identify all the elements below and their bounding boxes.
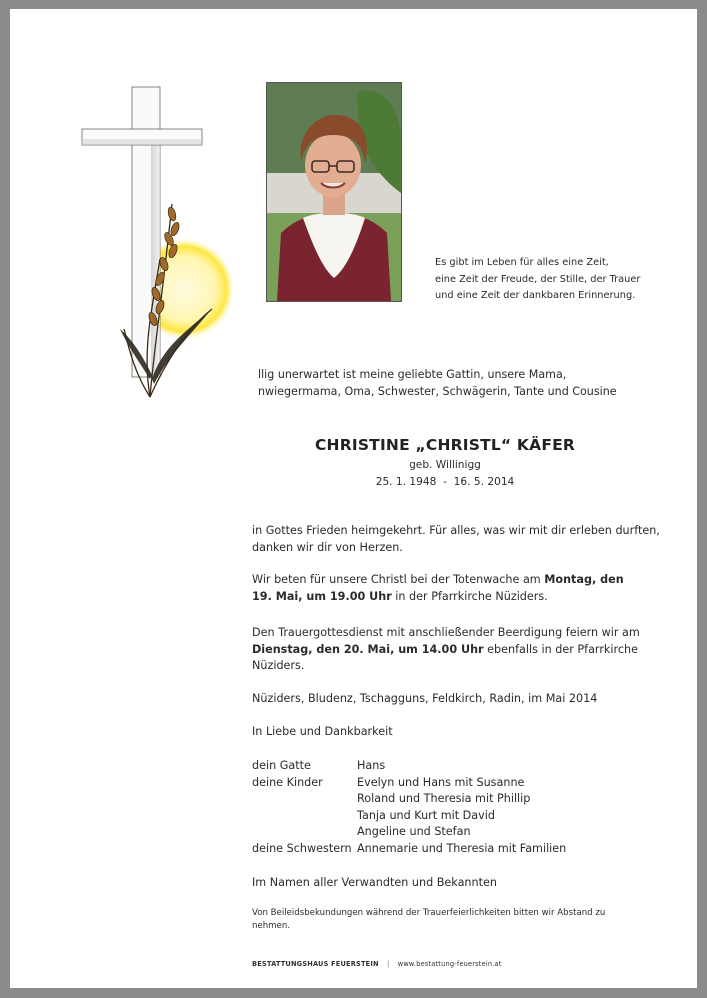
obituary-page [10,9,697,988]
wake-day: Montag, den [544,573,624,586]
intro-text [258,367,617,400]
husband-name: Hans [357,759,386,772]
child-3: Tanja und Kurt mit David [357,808,495,822]
motto-line-1: Es gibt im Leben für alles eine Zeit, [435,257,609,268]
peace-text [252,523,660,556]
footer [252,960,502,968]
mourners-names [357,758,566,858]
intro-line-1: llig unerwartet ist meine geliebte Gattin, unsere Mama, [258,368,567,381]
portrait-photo [266,82,402,302]
service-location: ebenfalls in der Pfarrkirche [483,642,638,656]
peace-line-1: in Gottes Frieden heimgekehrt. Für alles, was wir mit dir erleben durften, [252,524,660,537]
husband-label: dein Gatte [252,759,311,772]
relatives-line: Im Namen aller Verwandten und Bekannten [252,876,497,889]
birth-name: geb. Willinigg [409,459,481,471]
service-line-2 [252,642,640,659]
service-line-1: Den Trauergottesdienst mit anschließender Beerdigung feiern wir am [252,626,640,639]
footer-website[interactable]: www.bestattung-feuerstein.at [397,960,502,968]
motto-line-3: und eine Zeit der dankbaren Erinnerung. [435,290,636,302]
footer-company: BESTATTUNGSHAUS FEUERSTEIN [252,960,379,968]
closing-phrase: In Liebe und Dankbarkeit [252,725,393,738]
peace-line-2: danken wir dir von Herzen. [252,540,403,554]
service-text [252,625,640,675]
wake-location: in der Pfarrkirche Nüziders. [391,589,548,603]
spacer [252,791,352,841]
wake-date-time: 19. Mai, um 19.00 Uhr [252,589,392,603]
child-2: Roland und Theresia mit Phillip [357,792,531,806]
motto-line-2: eine Zeit der Freude, der Stille, der Trauer [435,273,641,285]
sisters-names: Annemarie und Theresia mit Familien [357,841,567,855]
condolence-note: Von Beileidsbekundungen während der Trauerfeierlichkeiten bitten wir Abstand zu nehmen. [252,908,606,931]
cross-illustration [72,79,232,399]
wake-line-2 [252,589,624,606]
child-1: Evelyn und Hans mit Susanne [357,775,525,789]
motto [435,255,640,305]
service-date-time: Dienstag, den 20. Mai, um 14.00 Uhr [252,642,484,656]
deceased-name: CHRISTINE „CHRISTL“ KÄFER [314,436,576,454]
wake-line-1 [252,572,624,589]
children-label: deine Kinder [252,775,323,789]
wake-intro: Wir beten für unsere Christl bei der Totenwache am [252,573,545,586]
wake-text [252,572,624,605]
sisters-label: deine Schwestern [252,841,352,855]
life-dates: 25. 1. 1948 - 16. 5. 2014 [375,476,515,488]
cross-horizontal-shade [82,139,202,145]
child-4: Angeline und Stefan [357,825,471,839]
intro-line-2: nwiegermama, Oma, Schwester, Schwägerin, Tante und Cousine [258,384,617,398]
mourners-labels [252,758,352,858]
place-date: Nüziders, Bludenz, Tschagguns, Feldkirch, Radin, im Mai 2014 [252,692,598,705]
footer-separator: | [387,960,390,968]
service-line-3: Nüziders. [252,659,305,673]
